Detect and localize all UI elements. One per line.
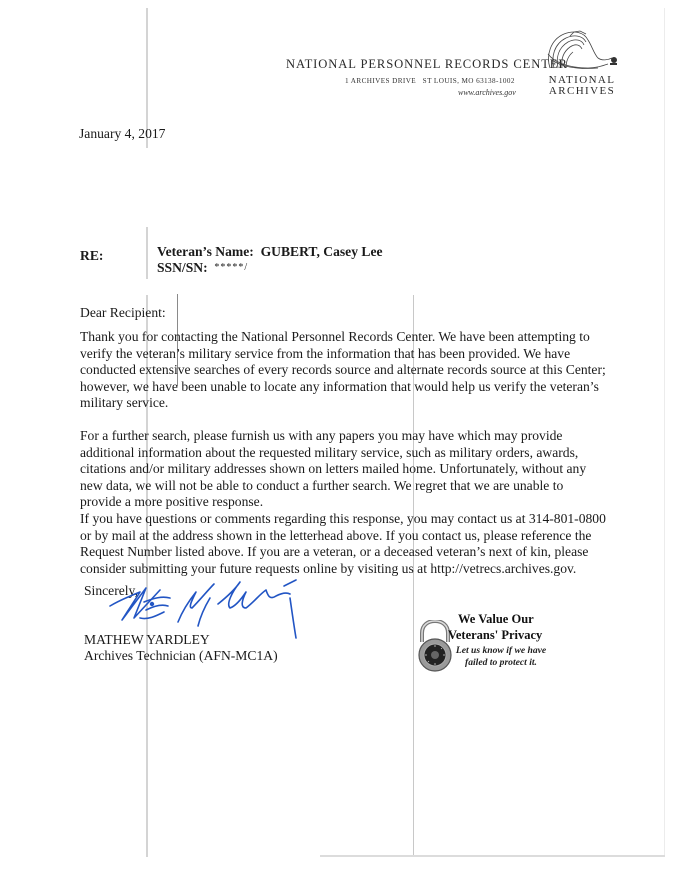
paragraph-3 <box>80 511 606 577</box>
paragraph-line: If you have questions or comments regarding this response, you may contact us at 314-801-0800 <box>80 511 606 526</box>
paragraph-1 <box>80 329 606 412</box>
ssn-value: *****/ <box>214 262 249 273</box>
privacy-line-1: We Value Our <box>458 612 534 626</box>
veteran-name-label: Veteran’s Name: <box>157 244 254 259</box>
letter-date: January 4, 2017 <box>79 126 166 141</box>
letterhead-url: www.archives.gov <box>458 88 516 97</box>
privacy-badge <box>414 608 574 678</box>
privacy-line-2: Veterans' Privacy <box>448 628 543 642</box>
paragraph-2 <box>80 428 586 511</box>
letterhead-address: 1 ARCHIVES DRIVE ST LOUIS, MO 63138-1002 <box>345 77 515 85</box>
scan-line <box>664 8 665 857</box>
paragraph-line: Thank you for contacting the National Personnel Records Center. We have been attempting to <box>80 329 590 344</box>
signer-name: MATHEW YARDLEY <box>84 632 210 647</box>
closing: Sincerely, <box>84 583 138 598</box>
privacy-line-4: failed to protect it. <box>465 657 537 668</box>
veteran-name-value: GUBERT, Casey Lee <box>260 244 383 259</box>
logo-text-archives: ARCHIVES <box>548 85 616 97</box>
paragraph-line: or by mail at the address shown in the letterhead above. If you contact us, please reference the <box>80 527 592 543</box>
paragraph-line: citations and/or military addresses shown on letters mailed home. Unfortunately, without any <box>80 461 587 477</box>
ssn-label: SSN/SN: <box>157 260 208 275</box>
paragraph-line: consider submitting your future requests online by visiting us at http://vetrecs.archives.gov. <box>80 560 577 576</box>
salutation: Dear Recipient: <box>80 305 166 320</box>
paragraph-line: military service. <box>80 395 169 411</box>
scan-line <box>146 227 148 279</box>
privacy-line-3: Let us know if we have <box>455 645 547 656</box>
paragraph-line: conducted extensive searches of every records source and alternate records source at this Center; <box>80 362 606 378</box>
paragraph-line: provide a more positive response. <box>80 494 264 510</box>
national-archives-logo <box>534 28 630 100</box>
ssn-line <box>157 260 248 277</box>
paragraph-line: verify the veteran’s military service from the information that has been provided. We have <box>80 345 571 361</box>
paragraph-line: however, we have been unable to locate any information that would help us verify the veteran’s <box>80 378 599 394</box>
re-label: RE: <box>80 248 104 263</box>
paragraph-line: Request Number listed above. If you are a veteran, or a deceased veteran’s next of kin, please <box>80 544 589 560</box>
scan-line <box>320 855 665 857</box>
signer-title: Archives Technician (AFN-MC1A) <box>84 648 278 663</box>
paragraph-line: For a further search, please furnish us with any papers you may have which may provide <box>80 428 563 443</box>
eagle-icon <box>540 28 620 74</box>
paragraph-line: new data, we will not be able to conduct a further search. We regret that we are unable to <box>80 477 564 493</box>
letterhead-title: NATIONAL PERSONNEL RECORDS CENTER <box>286 57 568 71</box>
paragraph-line: additional information about the requested military service, such as military orders, awards, <box>80 444 579 460</box>
logo-text-national: NATIONAL <box>548 74 616 86</box>
veteran-name-line <box>157 244 383 261</box>
